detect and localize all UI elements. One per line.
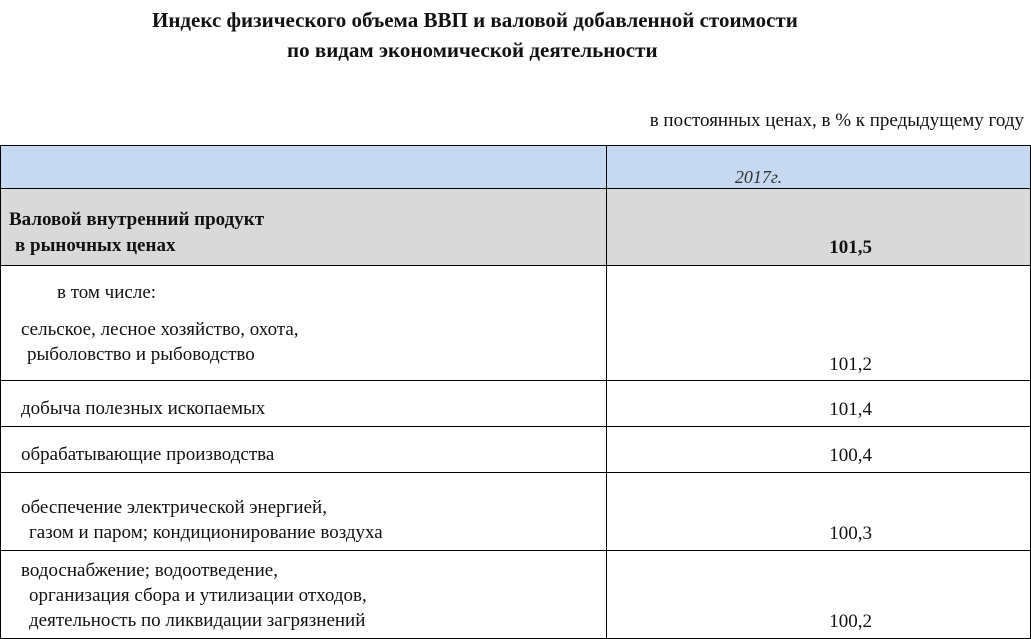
row-label-line-1: добыча полезных ископаемых [21,398,266,419]
table-row [1,381,1031,427]
table-row [1,551,1031,639]
including-label: в том числе: [57,282,157,303]
row-label-line-1: водоснабжение; водоотведение, [21,560,278,581]
row-value: 100,3 [607,473,1031,551]
row-label-line-1: сельское, лесное хозяйство, охота, [21,319,299,340]
table-row [1,266,1031,381]
gdp-value: 101,5 [607,189,1031,266]
row-label-line-2: организация сбора и утилизации отходов, [29,585,367,606]
row-label-line-1: обрабатывающие производства [21,444,275,465]
row-label-line-1: обеспечение электрической энергией, [21,497,327,518]
row-label-line-2: газом и паром; кондиционирование воздуха [29,522,383,543]
gdp-index-table [0,145,1031,639]
row-label-line-3: деятельность по ликвидации загрязнений [29,610,366,631]
row-value: 101,4 [607,381,1031,427]
row-label [1,551,607,639]
header-empty-cell [1,146,607,189]
table-row [1,473,1031,551]
row-value: 100,4 [607,427,1031,473]
row-label [1,266,607,381]
row-label [1,473,607,551]
row-value: 101,2 [607,266,1031,381]
table-row [1,427,1031,473]
row-label [1,381,607,427]
gdp-label-line-1: Валовой внутренний продукт [9,209,265,230]
gdp-label [1,189,607,266]
title-line-2: по видам экономической деятельности [287,38,658,62]
title-line-1: Индекс физического объема ВВП и валовой добавленной стоимости [152,8,798,32]
row-label [1,427,607,473]
row-label-line-2: рыболовство и рыбоводство [27,344,255,365]
units-note: в постоянных ценах, в % к предыдущему году [649,110,1024,131]
row-value: 100,2 [607,551,1031,639]
table-header-row [1,146,1031,189]
gdp-label-line-2: в рыночных ценах [15,235,176,256]
year-header: 2017г. [607,146,1031,189]
gdp-row [1,189,1031,266]
